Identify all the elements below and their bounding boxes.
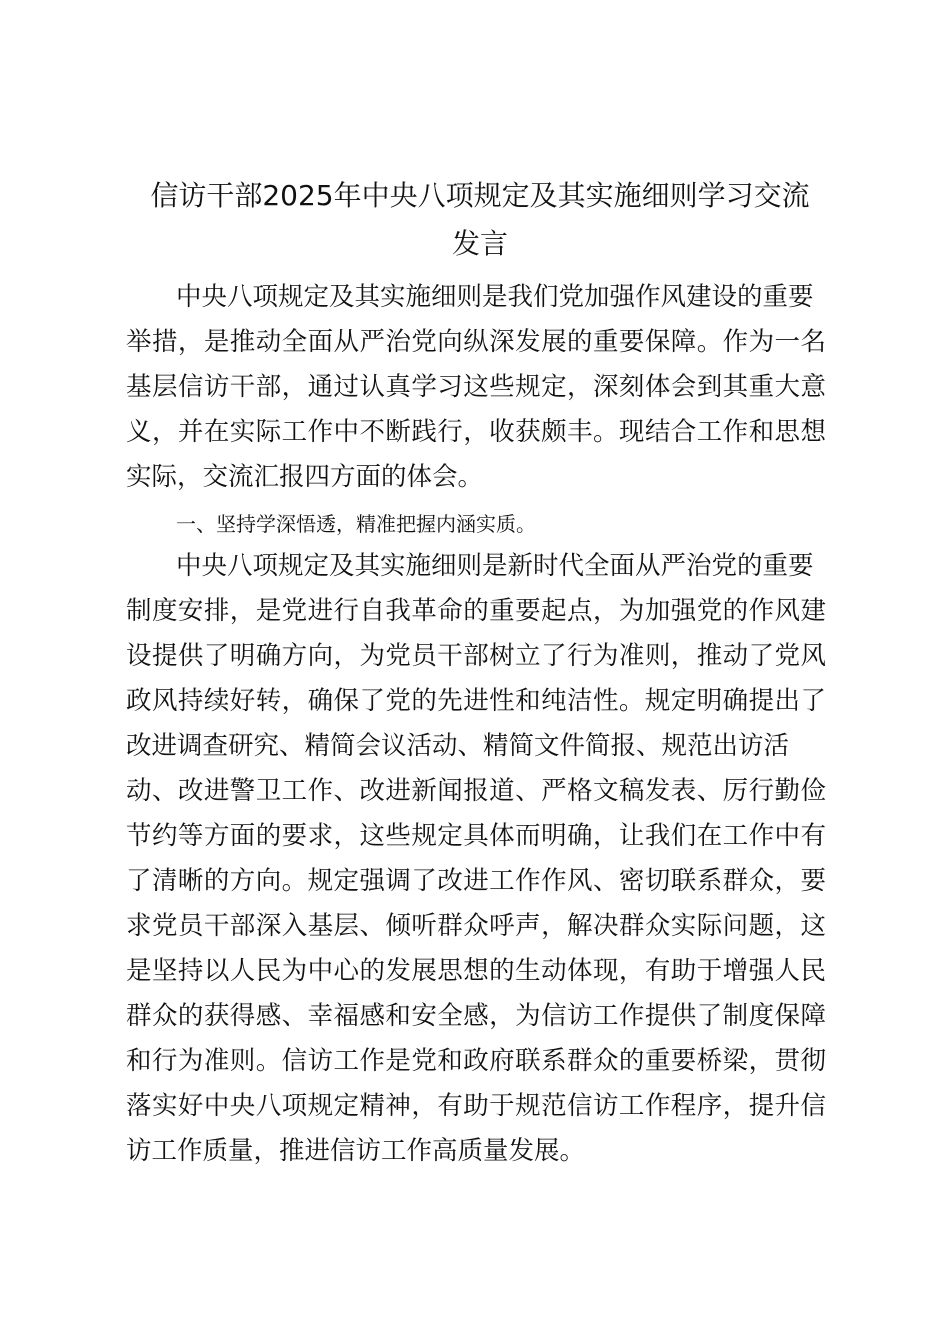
section-1-heading: 一、坚持学深悟透，精准把握内涵实质。 [176, 512, 536, 536]
paragraph-2-line-6: 动、改进警卫工作、改进新闻报道、严格文稿发表、厉行勤俭 [126, 776, 826, 806]
document-title-line-1: 信访干部2025年中央八项规定及其实施细则学习交流 [150, 179, 810, 212]
document-title-line-2: 发言 [451, 227, 508, 260]
paragraph-2-line-9: 求党员干部深入基层、倾听群众呼声，解决群众实际问题，这 [126, 911, 826, 941]
paragraph-1-line-4: 义，并在实际工作中不断践行，收获颇丰。现结合工作和思想 [126, 417, 826, 447]
paragraph-2-line-13: 落实好中央八项规定精神，有助于规范信访工作程序，提升信 [126, 1091, 826, 1121]
paragraph-2-line-10: 是坚持以人民为中心的发展思想的生动体现，有助于增强人民 [126, 956, 826, 986]
paragraph-2-line-8: 了清晰的方向。规定强调了改进工作作风、密切联系群众，要 [126, 866, 826, 896]
paragraph-2-line-14: 访工作质量，推进信访工作高质量发展。 [126, 1136, 586, 1166]
paragraph-2-line-2: 制度安排，是党进行自我革命的重要起点，为加强党的作风建 [126, 596, 826, 626]
paragraph-1-line-2: 举措，是推动全面从严治党向纵深发展的重要保障。作为一名 [126, 327, 826, 357]
paragraph-1-line-1: 中央八项规定及其实施细则是我们党加强作风建设的重要 [176, 282, 814, 312]
paragraph-2-line-4: 政风持续好转，确保了党的先进性和纯洁性。规定明确提出了 [126, 686, 826, 716]
paragraph-1-line-5: 实际，交流汇报四方面的体会。 [126, 462, 484, 492]
paragraph-1-line-3: 基层信访干部，通过认真学习这些规定，深刻体会到其重大意 [126, 372, 826, 402]
paragraph-2-line-7: 节约等方面的要求，这些规定具体而明确，让我们在工作中有 [126, 821, 826, 851]
paragraph-2-line-5: 改进调查研究、精简会议活动、精简文件简报、规范出访活 [126, 731, 790, 761]
paragraph-2-line-3: 设提供了明确方向，为党员干部树立了行为准则，推动了党风 [126, 641, 826, 671]
paragraph-2-line-11: 群众的获得感、幸福感和安全感，为信访工作提供了制度保障 [126, 1001, 826, 1031]
paragraph-2-line-1: 中央八项规定及其实施细则是新时代全面从严治党的重要 [176, 551, 814, 581]
paragraph-2-line-12: 和行为准则。信访工作是党和政府联系群众的重要桥梁，贯彻 [126, 1046, 826, 1076]
